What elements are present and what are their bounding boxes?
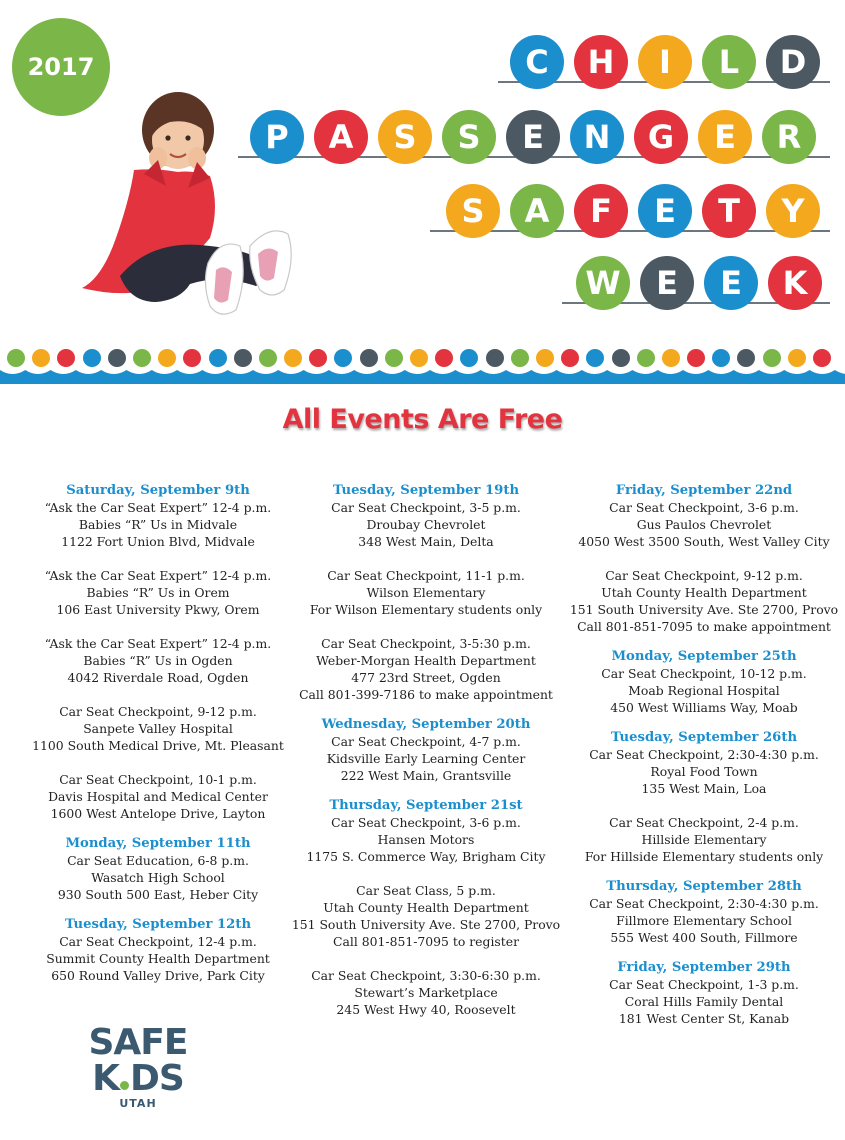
event-detail-line: Car Seat Checkpoint, 3-5 p.m. — [331, 500, 521, 515]
event-date-heading: Saturday, September 9th — [66, 483, 250, 498]
event-detail-line: 1175 S. Commerce Way, Brigham City — [306, 849, 546, 864]
events-column-2 — [286, 482, 566, 1018]
event-detail-line: Royal Food Town — [650, 764, 758, 779]
title-letter: E — [704, 256, 758, 310]
event-date-heading: Tuesday, September 19th — [332, 483, 520, 498]
event-detail-line: Hansen Motors — [377, 832, 475, 847]
event-detail-line: 450 West Williams Way, Moab — [610, 700, 798, 715]
title-letter: P — [250, 110, 304, 164]
event-date-heading: Thursday, September 21st — [329, 798, 523, 813]
event-date-heading: Tuesday, September 26th — [610, 730, 798, 745]
event-detail-line: Car Seat Checkpoint, 10-12 p.m. — [601, 666, 807, 681]
event-detail-line: 245 West Hwy 40, Roosevelt — [336, 1002, 516, 1017]
event-detail-line: Babies “R” Us in Midvale — [78, 517, 238, 532]
event-title — [0, 0, 845, 330]
event-date-heading: Friday, September 29th — [617, 960, 791, 975]
event-detail-line: Car Seat Checkpoint, 2:30-4:30 p.m. — [589, 896, 819, 911]
spacer — [286, 950, 566, 967]
event-detail-line: 477 23rd Street, Ogden — [351, 670, 501, 685]
title-letter: S — [446, 184, 500, 238]
title-row-child — [510, 35, 820, 89]
event-detail-line: Car Seat Checkpoint, 3-6 p.m. — [331, 815, 521, 830]
event-detail-line: Hillside Elementary — [641, 832, 767, 847]
title-letter: I — [638, 35, 692, 89]
event-detail-line: Call 801-851-7095 to make appointment — [577, 619, 831, 634]
event-date-heading: Tuesday, September 12th — [64, 917, 252, 932]
event-detail-line: Car Seat Checkpoint, 3-5:30 p.m. — [321, 636, 531, 651]
event-detail-line: “Ask the Car Seat Expert” 12-4 p.m. — [44, 500, 272, 515]
event-detail-line: 650 Round Valley Drive, Park City — [51, 968, 265, 983]
spacer — [564, 550, 844, 567]
event-detail-line: For Hillside Elementary students only — [584, 849, 824, 864]
event-detail-line: 151 South University Ave. Ste 2700, Provo — [291, 917, 561, 932]
event-detail-line: Sanpete Valley Hospital — [83, 721, 233, 736]
event-date-heading: Monday, September 11th — [65, 836, 251, 851]
spacer — [564, 865, 844, 878]
event-detail-line: Summit County Health Department — [46, 951, 270, 966]
event-detail-line: Car Seat Checkpoint, 12-4 p.m. — [59, 934, 257, 949]
event-detail-line: 930 South 500 East, Heber City — [57, 887, 259, 902]
logo-dot-icon — [120, 1081, 129, 1090]
event-detail-line: Utah County Health Department — [601, 585, 807, 600]
event-detail-line: Car Seat Checkpoint, 2:30-4:30 p.m. — [589, 747, 819, 762]
spacer — [18, 903, 298, 916]
title-letter: E — [638, 184, 692, 238]
event-detail-line: “Ask the Car Seat Expert” 12-4 p.m. — [44, 636, 272, 651]
event-detail-line: Kidsville Early Learning Center — [326, 751, 526, 766]
event-detail-line: Call 801-399-7186 to make appointment — [299, 687, 553, 702]
spacer — [286, 618, 566, 635]
event-detail-line: Car Seat Checkpoint, 9-12 p.m. — [59, 704, 257, 719]
title-letter: A — [314, 110, 368, 164]
event-detail-line: Gus Paulos Chevrolet — [636, 517, 772, 532]
spacer — [286, 550, 566, 567]
event-detail-line: 222 West Main, Grantsville — [340, 768, 512, 783]
wave-stripe — [0, 362, 845, 384]
title-letter: E — [506, 110, 560, 164]
title-row-safety — [446, 184, 820, 238]
spacer — [18, 618, 298, 635]
events-column-1 — [18, 482, 298, 984]
events-column-3 — [564, 482, 844, 1027]
event-detail-line: Babies “R” Us in Orem — [86, 585, 230, 600]
title-letter: H — [574, 35, 628, 89]
spacer — [564, 635, 844, 648]
event-date-heading: Wednesday, September 20th — [321, 717, 531, 732]
logo-letter-group: DS — [130, 1058, 184, 1099]
title-letter: R — [762, 110, 816, 164]
logo-line-3: UTAH — [119, 1097, 157, 1110]
spacer — [286, 703, 566, 716]
title-letter: S — [378, 110, 432, 164]
logo-line-2 — [88, 1058, 188, 1099]
event-detail-line: Weber-Morgan Health Department — [316, 653, 536, 668]
event-detail-line: Car Seat Checkpoint, 3-6 p.m. — [609, 500, 799, 515]
spacer — [18, 754, 298, 771]
event-detail-line: Moab Regional Hospital — [628, 683, 780, 698]
year-label: 2017 — [27, 53, 95, 81]
spacer — [18, 686, 298, 703]
event-detail-line: Car Seat Checkpoint, 2-4 p.m. — [609, 815, 799, 830]
event-detail-line: 1600 West Antelope Drive, Layton — [50, 806, 266, 821]
event-detail-line: Babies “R” Us in Ogden — [83, 653, 233, 668]
event-detail-line: 151 South University Ave. Ste 2700, Provo — [569, 602, 839, 617]
title-letter: T — [702, 184, 756, 238]
title-letter: E — [640, 256, 694, 310]
title-letter: D — [766, 35, 820, 89]
title-letter: K — [768, 256, 822, 310]
event-detail-line: Coral Hills Family Dental — [624, 994, 784, 1009]
event-detail-line: Fillmore Elementary School — [616, 913, 792, 928]
headline: All Events Are Free — [282, 404, 563, 435]
event-detail-line: For Wilson Elementary students only — [309, 602, 543, 617]
event-detail-line: Stewart’s Marketplace — [354, 985, 498, 1000]
spacer — [564, 946, 844, 959]
event-detail-line: Car Seat Checkpoint, 9-12 p.m. — [605, 568, 803, 583]
event-detail-line: Car Seat Checkpoint, 1-3 p.m. — [609, 977, 799, 992]
event-detail-line: Call 801-851-7095 to register — [333, 934, 519, 949]
event-detail-line: 1100 South Medical Drive, Mt. Pleasant — [32, 738, 284, 753]
title-row-week — [576, 256, 822, 310]
spacer — [564, 797, 844, 814]
event-detail-line: Car Seat Checkpoint, 11-1 p.m. — [327, 568, 525, 583]
event-detail-line: Car Seat Checkpoint, 10-1 p.m. — [59, 772, 257, 787]
spacer — [286, 865, 566, 882]
title-letter: S — [442, 110, 496, 164]
event-detail-line: 181 West Center St, Kanab — [618, 1011, 790, 1026]
title-letter: W — [576, 256, 630, 310]
title-letter: N — [570, 110, 624, 164]
decorative-border — [0, 340, 845, 390]
event-date-heading: Friday, September 22nd — [615, 483, 793, 498]
event-detail-line: 135 West Main, Loa — [641, 781, 767, 796]
title-letter: E — [698, 110, 752, 164]
event-detail-line: Utah County Health Department — [323, 900, 529, 915]
event-detail-line: Wilson Elementary — [366, 585, 486, 600]
event-detail-line: 348 West Main, Delta — [358, 534, 494, 549]
title-letter: A — [510, 184, 564, 238]
event-detail-line: 1122 Fort Union Blvd, Midvale — [61, 534, 255, 549]
event-detail-line: Car Seat Class, 5 p.m. — [356, 883, 496, 898]
title-row-passenger — [250, 110, 816, 164]
spacer — [18, 822, 298, 835]
spacer — [286, 784, 566, 797]
event-detail-line: Davis Hospital and Medical Center — [48, 789, 268, 804]
event-detail-line: 4050 West 3500 South, West Valley City — [578, 534, 830, 549]
event-detail-line: Wasatch High School — [91, 870, 225, 885]
event-detail-line: Car Seat Education, 6-8 p.m. — [67, 853, 249, 868]
spacer — [564, 716, 844, 729]
event-detail-line: 555 West 400 South, Fillmore — [610, 930, 798, 945]
event-detail-line: 106 East University Pkwy, Orem — [56, 602, 260, 617]
spacer — [18, 550, 298, 567]
event-detail-line: Droubay Chevrolet — [366, 517, 486, 532]
event-detail-line: Car Seat Checkpoint, 4-7 p.m. — [331, 734, 521, 749]
title-letter: G — [634, 110, 688, 164]
event-detail-line: 4042 Riverdale Road, Ogden — [67, 670, 249, 685]
title-letter: L — [702, 35, 756, 89]
logo-letter: K — [92, 1058, 120, 1099]
safe-kids-utah-logo — [88, 1022, 188, 1110]
event-detail-line: Car Seat Checkpoint, 3:30-6:30 p.m. — [311, 968, 541, 983]
logo-line-1: SAFE — [88, 1022, 188, 1063]
title-letter: Y — [766, 184, 820, 238]
event-detail-line: “Ask the Car Seat Expert” 12-4 p.m. — [44, 568, 272, 583]
event-date-heading: Monday, September 25th — [611, 649, 797, 664]
title-letter: C — [510, 35, 564, 89]
title-letter: F — [574, 184, 628, 238]
event-date-heading: Thursday, September 28th — [606, 879, 802, 894]
